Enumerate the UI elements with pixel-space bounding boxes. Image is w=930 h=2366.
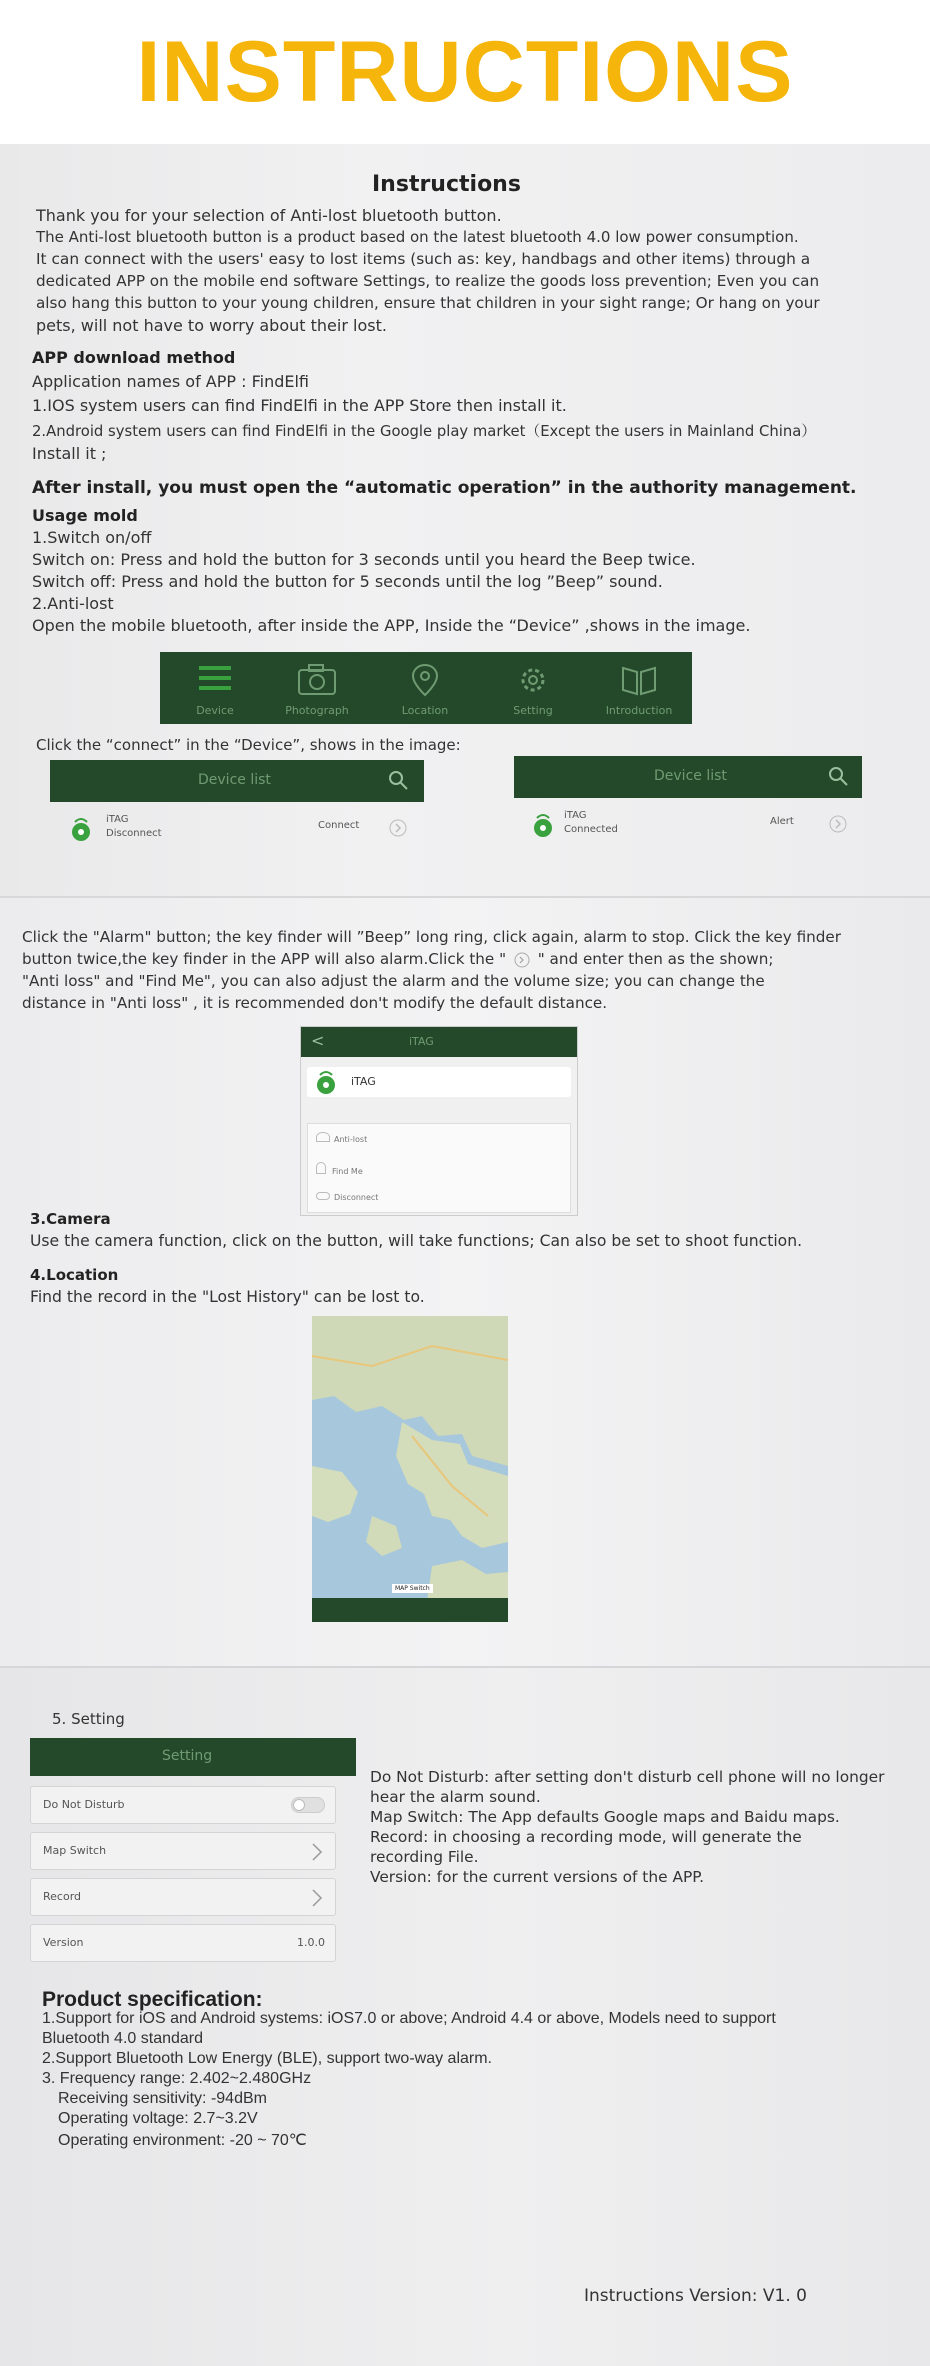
banner-title: INSTRUCTIONS [136, 24, 794, 120]
device-list-header [514, 756, 862, 798]
version-value: 1.0.0 [297, 1936, 325, 1949]
download-heading: APP download method [32, 348, 236, 367]
usage-line: Switch on: Press and hold the button for 3 seconds until you heard the Beep twice. [32, 550, 696, 569]
spec-line: 1.Support for iOS and Android systems: iOS7.0 or above; Android 4.4 or above, Models need to support [42, 2010, 776, 2027]
map-switch-button[interactable]: MAP Switch [392, 1584, 433, 1593]
alert-button[interactable]: Alert [770, 816, 794, 827]
book-icon [617, 662, 661, 698]
alarm-line: Click the "Alarm" button; the key finder will ”Beep” long ring, click again, alarm to stop. Click the key finder [22, 928, 841, 946]
setting-header-bar [30, 1738, 356, 1776]
usage-line: 2.Anti-lost [32, 594, 114, 613]
menu-item-disconnect[interactable] [316, 1192, 378, 1202]
download-line: 2.Android system users can find FindElfi in the Google play market（Except the users in Mainland China） [32, 423, 817, 440]
setting-row-do-not-disturb[interactable] [30, 1786, 336, 1824]
setting-explain: Version: for the current versions of the APP. [370, 1868, 705, 1886]
link-icon [316, 1192, 330, 1200]
setting-row-map-switch[interactable] [30, 1832, 336, 1870]
connect-instruction: Click the “connect” in the “Device”, shows in the image: [36, 736, 461, 754]
map-view[interactable] [312, 1316, 508, 1622]
device-status: Disconnect [106, 828, 162, 839]
setting-label: Record [43, 1890, 82, 1903]
spec-line: Operating environment: -20 ~ 70℃ [58, 2132, 307, 2149]
tab-label: Device [196, 704, 234, 717]
app-tab-bar [160, 652, 692, 724]
tab-device[interactable] [160, 652, 270, 722]
after-install-note: After install, you must open the “automatic operation” in the authority management. [32, 478, 857, 498]
tag-icon [66, 814, 96, 844]
usage-line: 1.Switch on/off [32, 528, 152, 547]
app-screenshot [300, 1026, 578, 1216]
app-header-title: iTAG [409, 1035, 434, 1048]
chevron-right-icon[interactable] [828, 814, 848, 834]
search-icon[interactable] [826, 764, 850, 788]
setting-explain: hear the alarm sound. [370, 1788, 541, 1806]
radar-icon [316, 1132, 330, 1142]
tab-label: Introduction [605, 704, 673, 717]
intro-line: The Anti-lost bluetooth button is a product based on the latest bluetooth 4.0 low power consumption. [36, 228, 799, 246]
banner [0, 0, 930, 144]
chevron-right-icon [309, 1842, 325, 1862]
camera-text: Use the camera function, click on the button, will take functions; Can also be set to shoot function. [30, 1232, 803, 1250]
gear-icon [513, 662, 553, 698]
setting-header-title: Setting [162, 1748, 213, 1764]
alarm-line: distance in "Anti loss" , it is recommended don't modify the default distance. [22, 994, 608, 1012]
spec-line: Operating voltage: 2.7~3.2V [58, 2110, 258, 2127]
location-text: Find the record in the "Lost History" can be lost to. [30, 1288, 425, 1306]
menu-label: Find Me [332, 1167, 363, 1176]
device-list-title: Device list [654, 768, 727, 784]
camera-icon [295, 662, 339, 698]
usage-heading: Usage mold [32, 506, 138, 525]
device-name: iTAG [351, 1075, 376, 1088]
download-line: Install it ; [32, 444, 107, 463]
alarm-line [22, 950, 773, 968]
menu-label: Disconnect [334, 1193, 379, 1202]
spec-line: Receiving sensitivity: -94dBm [58, 2090, 267, 2107]
tab-label: Setting [513, 704, 553, 717]
device-name: iTAG [106, 814, 129, 825]
menu-icon [195, 662, 235, 698]
setting-row-version [30, 1924, 336, 1962]
device-list-header [50, 760, 424, 802]
person-icon [316, 1162, 326, 1174]
setting-label: Map Switch [43, 1844, 107, 1857]
setting-explain: Do Not Disturb: after setting don't disturb cell phone will no longer [370, 1768, 885, 1786]
setting-label: Do Not Disturb [43, 1798, 125, 1811]
device-card[interactable] [307, 1067, 571, 1097]
menu-item-anti-lost[interactable] [316, 1132, 367, 1144]
intro-line: Thank you for your selection of Anti-lost bluetooth button. [36, 206, 502, 225]
tag-icon [528, 810, 558, 840]
intro-line: It can connect with the users' easy to lost items (such as: key, handbags and other items) through a [36, 250, 811, 268]
download-line: Application names of APP : FindElfi [32, 372, 310, 391]
chevron-circle-icon [511, 952, 533, 968]
usage-line: Switch off: Press and hold the button for 5 seconds until the log ”Beep” sound. [32, 572, 663, 591]
spec-line: 3. Frequency range: 2.402~2.480GHz [42, 2070, 312, 2087]
alarm-line: "Anti loss" and "Find Me", you can also adjust the alarm and the volume size; you can change the [22, 972, 765, 990]
location-pin-icon [405, 662, 445, 698]
app-header [301, 1027, 577, 1057]
chevron-right-icon[interactable] [388, 818, 408, 838]
device-menu [307, 1123, 571, 1213]
location-heading: 4.Location [30, 1266, 119, 1284]
search-icon[interactable] [386, 768, 410, 792]
setting-explain: recording File. [370, 1848, 479, 1866]
alarm-line-part: button twice,the key finder in the APP will also alarm.Click the " [22, 950, 507, 968]
spec-line: 2.Support Bluetooth Low Energy (BLE), support two-way alarm. [42, 2050, 492, 2067]
connect-button[interactable]: Connect [318, 820, 360, 831]
setting-sheet [0, 1666, 930, 2366]
toggle-switch[interactable] [291, 1797, 325, 1813]
intro-line: dedicated APP on the mobile end software Settings, to realize the goods loss prevention; Even you can [36, 272, 820, 290]
alarm-sheet [0, 896, 930, 1666]
alarm-line-part: " and enter then as the shown; [537, 950, 774, 968]
device-list-title: Device list [198, 772, 271, 788]
back-icon[interactable]: < [311, 1031, 325, 1050]
camera-heading: 3.Camera [30, 1210, 111, 1228]
instructions-version: Instructions Version: V1. 0 [584, 2286, 807, 2306]
tag-icon [311, 1067, 341, 1097]
setting-explain: Record: in choosing a recording mode, will generate the [370, 1828, 802, 1846]
device-row [528, 808, 868, 844]
setting-row-record[interactable] [30, 1878, 336, 1916]
intro-line: also hang this button to your young children, ensure that children in your sight range; Or hang on your [36, 294, 820, 312]
tab-photograph[interactable] [262, 652, 372, 722]
tab-label: Photograph [285, 704, 349, 717]
spec-heading: Product specification: [42, 1988, 263, 2011]
tab-label: Location [401, 704, 449, 717]
page-title: Instructions [372, 172, 521, 197]
setting-explain: Map Switch: The App defaults Google maps and Baidu maps. [370, 1808, 840, 1826]
setting-heading: 5. Setting [52, 1710, 125, 1728]
download-line: 1.IOS system users can find FindElfi in the APP Store then install it. [32, 396, 567, 415]
map-image [312, 1316, 508, 1622]
spec-line: Bluetooth 4.0 standard [42, 2030, 204, 2047]
setting-label: Version [43, 1936, 84, 1949]
menu-label: Anti-lost [334, 1135, 368, 1144]
instructions-sheet [0, 144, 930, 896]
intro-line: pets, will not have to worry about their lost. [36, 316, 387, 335]
menu-item-find-me[interactable] [316, 1162, 363, 1176]
tab-setting[interactable] [478, 652, 588, 722]
device-name: iTAG [564, 810, 587, 821]
tab-location[interactable] [370, 652, 480, 722]
chevron-right-icon [309, 1888, 325, 1908]
usage-line: Open the mobile bluetooth, after inside the APP, Inside the “Device” ,shows in the image. [32, 616, 751, 635]
tab-introduction[interactable] [584, 652, 694, 722]
device-status: Connected [564, 824, 618, 835]
device-row [66, 812, 424, 848]
